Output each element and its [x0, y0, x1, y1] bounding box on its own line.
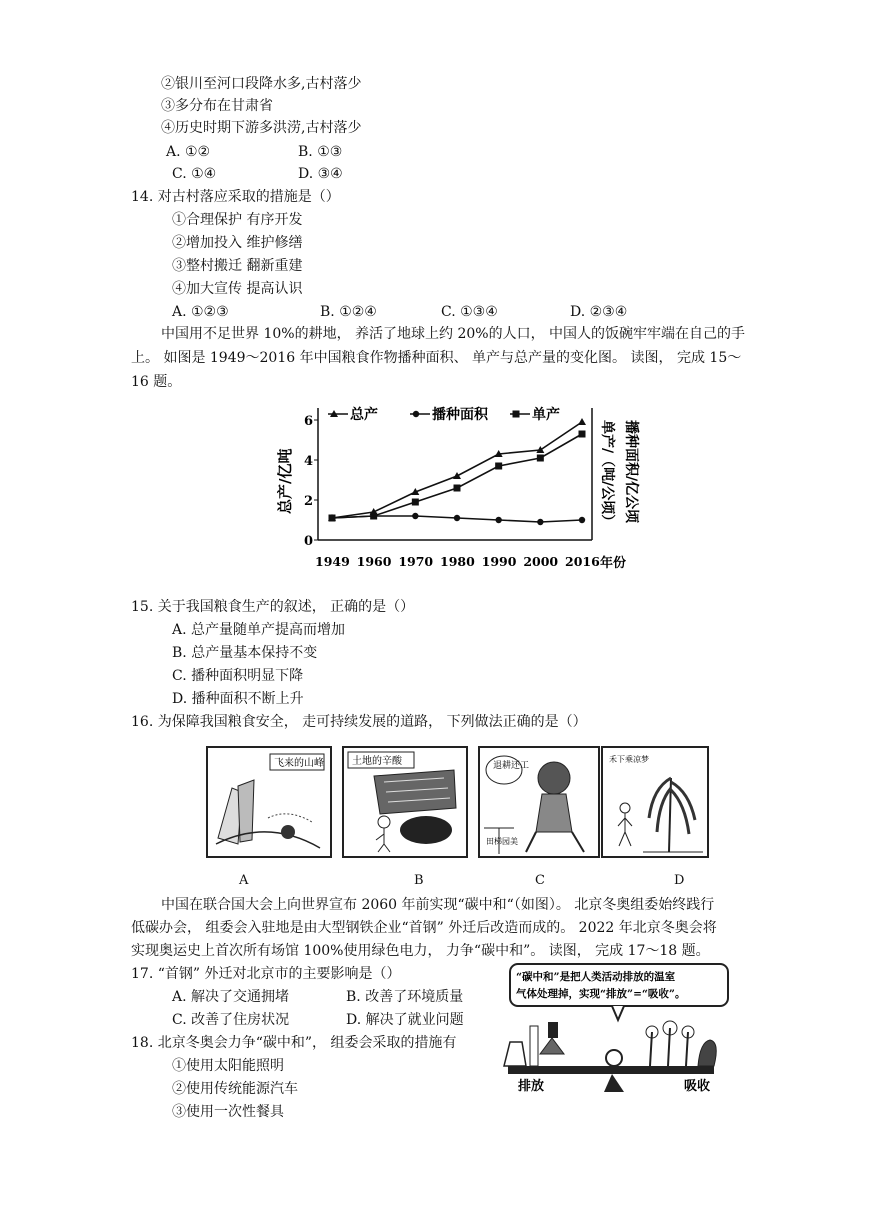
absorption-label: 吸收: [684, 1079, 711, 1094]
x-tick-label: 1980: [440, 554, 475, 569]
panel-c-caption: 退耕还工: [493, 761, 530, 771]
q18-item1: ①使用太阳能照明: [172, 1058, 284, 1074]
panel-b-caption: 土地的辛酸: [352, 756, 402, 767]
panel-d-label: D: [674, 873, 685, 888]
data-point: [579, 431, 586, 438]
panel-c-label: C: [535, 873, 545, 888]
panel-a-caption: 飞来的山峰: [274, 758, 324, 769]
panel-c-side-text-1: 田梯: [486, 837, 502, 846]
panel-d-caption: 禾下乘凉梦: [609, 755, 649, 764]
y-axis-label: 总产/亿吨: [276, 448, 294, 514]
x-axis-label: 年份: [600, 556, 627, 571]
q16-stem: 16. 为保障我国粮食安全， 走可持续发展的道路， 下列做法正确的是（）: [131, 714, 587, 730]
series-line: [332, 422, 582, 518]
q15-option-c: C. 播种面积明显下降: [172, 668, 304, 684]
x-tick-label: 1970: [398, 554, 434, 569]
q18-stem: 18. 北京冬奥会力争“碳中和”， 组委会采取的措施有: [131, 1035, 457, 1051]
cartoon-panel-c: [478, 746, 600, 858]
q14-option-c: C. ①③④: [441, 304, 498, 320]
grain-production-chart: [270, 398, 650, 578]
q17-option-d: D. 解决了就业问题: [346, 1012, 464, 1028]
q14-item3: ③整村搬迁 翻新重建: [172, 258, 303, 274]
q18-item2: ②使用传统能源汽车: [172, 1081, 298, 1097]
q14-option-b: B. ①②④: [320, 304, 377, 320]
intro17-line3: 实现奥运史上首次所有场馆 100%使用绿色电力， 力争“碳中和”。 读图， 完成 17～18 题。: [131, 943, 710, 959]
intro17-line1: 中国在联合国大会上向世界宣布 2060 年前实现“碳中和“（如图）。 北京冬奥组委始终践行: [161, 897, 715, 913]
q14-option-d: D. ②③④: [570, 304, 628, 320]
q15-stem: 15. 关于我国粮食生产的叙述， 正确的是（）: [131, 599, 415, 615]
data-point: [412, 499, 419, 506]
q13-item4: ④历史时期下游多洪涝,古村落少: [161, 120, 362, 136]
intro15-line2: 上。 如图是 1949～2016 年中国粮食作物播种面积、 单产与总产量的变化图。 读图， 完成 15～: [131, 350, 742, 366]
q13-item3: ③多分布在甘肃省: [161, 98, 273, 114]
cartoon-a-drawing: [208, 748, 330, 856]
q14-option-a: A. ①②③: [172, 304, 229, 320]
bubble-line-2: 气体处理掉，实现“排放”=“吸收”。: [516, 988, 686, 1000]
y-axis-label-right-1: 单产/（吨/公顷）: [599, 420, 615, 529]
x-tick-label: 2016: [565, 554, 600, 569]
q15-option-b: B. 总产量基本保持不变: [172, 645, 318, 661]
x-tick-label: 1990: [481, 554, 517, 569]
intro15-line1: 中国用不足世界 10%的耕地， 养活了地球上约 20%的人口， 中国人的饭碗牢牢端在自己的手: [161, 326, 746, 342]
q15-option-a: A. 总产量随单产提高而增加: [172, 622, 346, 638]
chart-legend: [328, 406, 560, 423]
data-point: [329, 515, 336, 522]
x-tick-label: 2000: [523, 554, 559, 569]
emission-label: 排放: [518, 1079, 545, 1094]
carbon-neutral-figure: [500, 962, 735, 1094]
legend-label: 总产: [350, 407, 378, 423]
legend-marker: [513, 411, 520, 418]
intro15-line3: 16 题。: [131, 374, 182, 390]
data-point: [537, 455, 544, 462]
cartoon-b-drawing: [344, 748, 466, 856]
y-tick-label: 6: [304, 414, 314, 429]
y-tick-label: 0: [304, 534, 314, 549]
legend-marker: [413, 411, 419, 417]
q13-option-c: C. ①④: [172, 166, 217, 182]
y-tick-label: 4: [304, 454, 314, 469]
data-point: [370, 513, 377, 520]
intro17-line2: 低碳办会， 组委会入驻地是由大型钢铁企业“首钢” 外迁后改造而成的。 2022 年北京冬奥会将: [131, 920, 717, 936]
data-point: [537, 519, 543, 525]
q13-option-a: A. ①②: [166, 144, 211, 160]
data-point: [454, 515, 460, 521]
bubble-line-1: “碳中和”是把人类活动排放的温室: [516, 971, 676, 983]
legend-label: 播种面积: [432, 407, 488, 423]
q14-item2: ②增加投入 维护修缮: [172, 235, 303, 251]
data-point: [453, 472, 461, 479]
data-point: [412, 513, 418, 519]
q14-item1: ①合理保护 有序开发: [172, 212, 303, 228]
q13-item2: ②银川至河口段降水多,古村落少: [161, 76, 362, 92]
q13-option-d: D. ③④: [298, 166, 343, 182]
data-point: [578, 418, 586, 425]
q17-stem: 17. “首钢” 外迁对北京市的主要影响是（）: [131, 966, 401, 982]
cartoon-panel-a: [206, 746, 332, 858]
cartoon-panel-b: [342, 746, 468, 858]
cartoon-d-drawing: [603, 748, 707, 856]
cartoon-c-drawing: [480, 748, 598, 856]
q17-option-c: C. 改善了住房状况: [172, 1012, 290, 1028]
y-tick-label: 2: [304, 494, 314, 509]
q13-option-b: B. ①③: [298, 144, 343, 160]
legend-label: 单产: [532, 407, 560, 423]
x-tick-label: 1949: [315, 554, 350, 569]
q17-option-b: B. 改善了环境质量: [346, 989, 464, 1005]
q14-stem: 14. 对古村落应采取的措施是（）: [131, 189, 340, 205]
data-point: [454, 485, 461, 492]
x-tick-label: 1960: [356, 554, 392, 569]
panel-a-label: A: [239, 873, 249, 888]
data-point: [495, 463, 502, 470]
y-axis-label-right-2: 播种面积/亿公顷: [623, 420, 639, 524]
cartoon-panel-d: [601, 746, 709, 858]
q18-item3: ③使用一次性餐具: [172, 1104, 284, 1120]
q17-option-a: A. 解决了交通拥堵: [172, 989, 290, 1005]
q15-option-d: D. 播种面积不断上升: [172, 691, 304, 707]
panel-b-label: B: [414, 873, 424, 888]
panel-c-side-text-2: 园美: [502, 837, 518, 846]
data-point: [495, 517, 501, 523]
q14-item4: ④加大宣传 提高认识: [172, 281, 303, 297]
data-point: [579, 517, 585, 523]
